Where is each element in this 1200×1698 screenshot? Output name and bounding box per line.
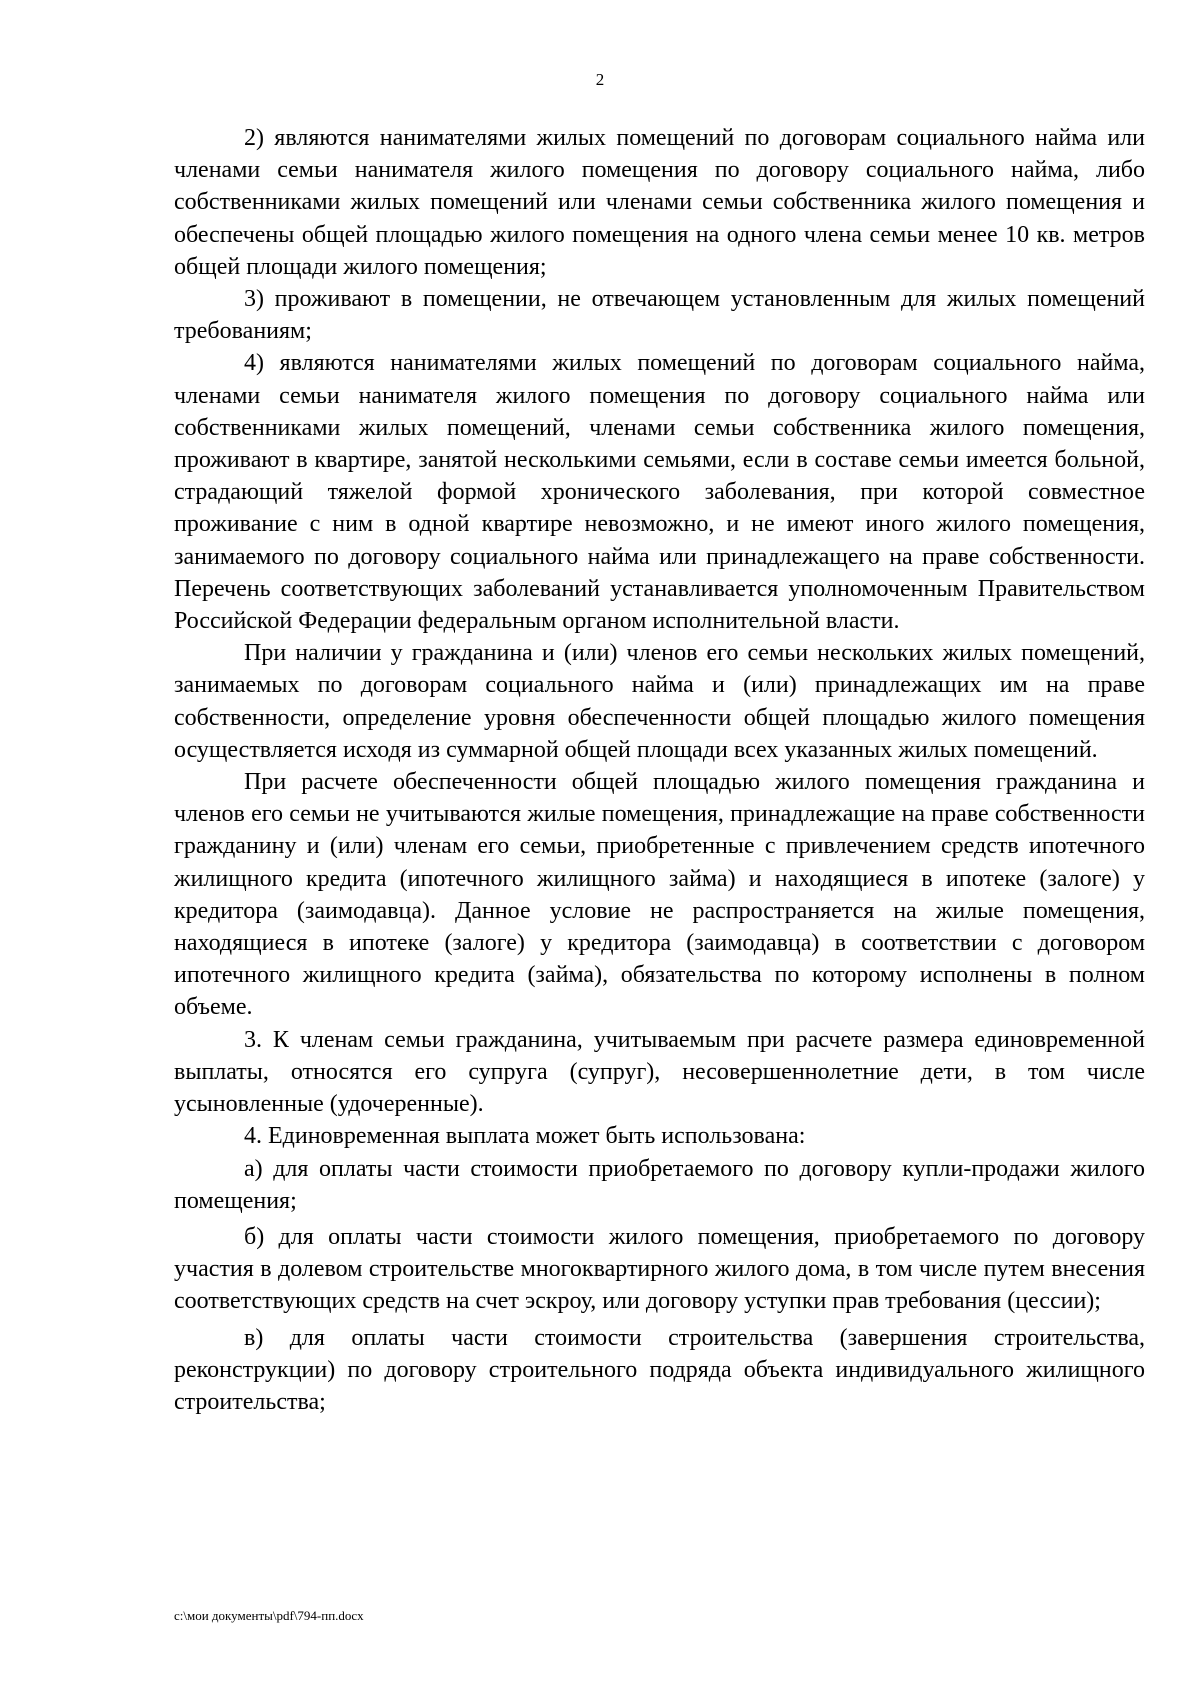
paragraph-mortgage-exclusion: При расчете обеспеченности общей площадью жилого помещения гражданина и членов его семьи не учитываются жилые помещения, принадлежащие на праве собственности гражданину и (или) членам его семьи, приобретенные с привлечением средств ипотечного жилищного кредита (ипотечного жилищного займа) и находящиеся в ипотеке (залоге) у кредитора (заимодавца). Данное условие не распространяется на жилые помещения, находящиеся в ипотеке (залоге) у кредитора (заимодавца) в соответствии с договором ипотечного жилищного кредита (займа), обязательства по которому исполнены в полном объеме.	[174, 769, 1145, 1021]
paragraph-item-4: 4) являются нанимателями жилых помещений по договорам социального найма, членами семьи нанимателя жилого помещения по договору социального найма или собственниками жилых помещений, членами семьи собственника жилого помещения, проживают в квартире, занятой несколькими семьями, если в составе семьи имеется больной, страдающий тяжелой формой хронического заболевания, при которой совместное проживание с ним в одной квартире невозможно, и не имеют иного жилого помещения, занимаемого по договору социального найма или принадлежащего на праве собственности. Перечень соответствующих заболеваний устанавливается уполномоченным Правительством Российской Федерации федеральным органом исполнительной власти.	[174, 350, 1145, 635]
paragraph-item-a: а) для оплаты части стоимости приобретаемого по договору купли-продажи жилого помещения;	[174, 1155, 1145, 1214]
paragraph-multiple-dwellings: При наличии у гражданина и (или) членов его семьи нескольких жилых помещений, занимаемых по договорам социального найма и (или) принадлежащих им на праве собственности, определение уровня обеспеченности общей площадью жилого помещения осуществляется исходя из суммарной общей площади всех указанных жилых помещений.	[174, 640, 1145, 763]
footer-file-path: c:\мои документы\pdf\794-пп.docx	[174, 1608, 364, 1623]
document-body	[174, 122, 1145, 1418]
paragraph-section-4: 4. Единовременная выплата может быть использована:	[244, 1123, 806, 1150]
paragraph-section-3: 3. К членам семьи гражданина, учитываемым при расчете размера единовременной выплаты, относятся его супруга (супруг), несовершеннолетние дети, в том числе усыновленные (удочеренные).	[174, 1026, 1145, 1118]
paragraph-item-3: 3) проживают в помещении, не отвечающем установленным для жилых помещений требованиям;	[174, 286, 1145, 345]
paragraph-item-v: в) для оплаты части стоимости строительства (завершения строительства, реконструкции) по договору строительного подряда объекта индивидуального жилищного строительства;	[174, 1324, 1145, 1415]
page-number: 2	[595, 70, 605, 89]
paragraph-item-2: 2) являются нанимателями жилых помещений по договорам социального найма или членами семьи нанимателя жилого помещения по договору социального найма, либо собственниками жилых помещений или членами семьи собственника жилого помещения и обеспечены общей площадью жилого помещения на одного члена семьи менее 10 кв. метров общей площади жилого помещения;	[174, 125, 1145, 280]
paragraph-item-b: б) для оплаты части стоимости жилого помещения, приобретаемого по договору участия в долевом строительстве многоквартирного жилого дома, в том числе путем внесения соответствующих средств на счет эскроу, или договору уступки прав требования (цессии);	[174, 1223, 1145, 1315]
